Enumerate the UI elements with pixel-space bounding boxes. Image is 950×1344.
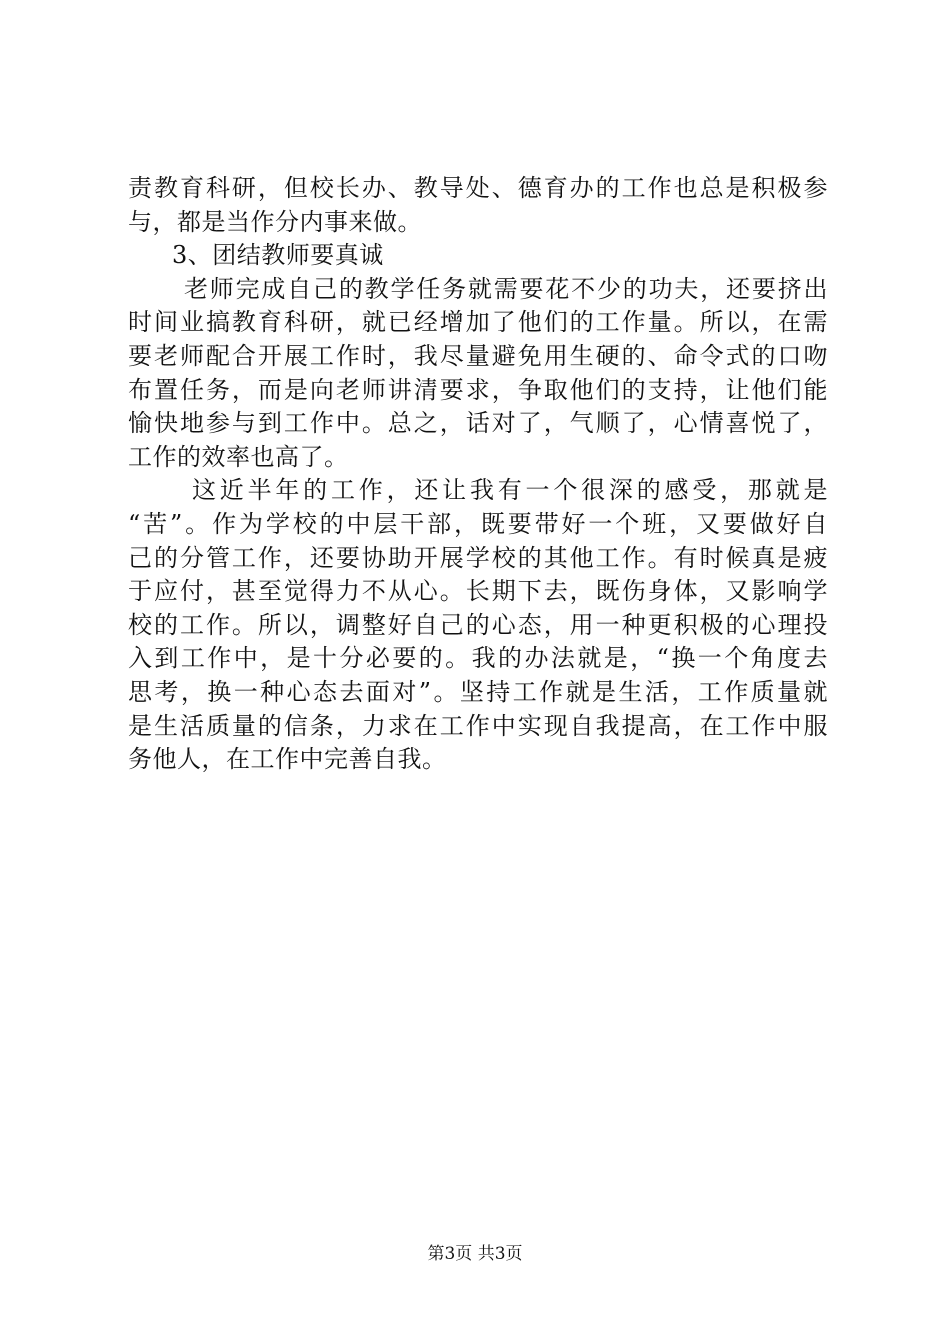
- text-line: 入到工作中，是十分必要的。我的办法就是，“换一个角度去: [128, 644, 828, 673]
- text-line: 这近半年的工作，还让我有一个很深的感受，那就是: [192, 476, 828, 505]
- text-line: 思考，换一种心态去面对”。坚持工作就是生活，工作质量就: [128, 677, 828, 706]
- text-line: 于应付，甚至觉得力不从心。长期下去，既伤身体，又影响学: [128, 577, 828, 606]
- text-line: 与，都是当作分内事来做。: [128, 207, 422, 236]
- text-line: “苦”。作为学校的中层干部，既要带好一个班，又要做好自: [128, 509, 828, 538]
- text-line: 己的分管工作，还要协助开展学校的其他工作。有时候真是疲: [128, 543, 828, 572]
- text-line: 工作的效率也高了。: [128, 442, 349, 471]
- text-line: 愉快地参与到工作中。总之，话对了，气顺了，心情喜悦了，: [128, 409, 828, 438]
- text-line: 布置任务，而是向老师讲清要求，争取他们的支持，让他们能: [128, 375, 828, 404]
- text-line: 责教育科研，但校长办、教导处、德育办的工作也总是积极参: [128, 174, 828, 202]
- body-text: [128, 172, 828, 777]
- text-line: 老师完成自己的教学任务就需要花不少的功夫，还要挤出: [184, 274, 828, 303]
- text-line: 是生活质量的信条，力求在工作中实现自我提高，在工作中服: [128, 711, 828, 740]
- page-footer: 第3页 共3页: [427, 1244, 523, 1264]
- text-line: 务他人，在工作中完善自我。: [128, 745, 447, 774]
- text-line: 要老师配合开展工作时，我尽量避免用生硬的、命令式的口吻: [128, 341, 828, 370]
- text-line: 时间业搞教育科研，就已经增加了他们的工作量。所以，在需: [128, 308, 828, 337]
- text-line: 3、团结教师要真诚: [172, 241, 384, 270]
- text-line: 校的工作。所以，调整好自己的心态，用一种更积极的心理投: [128, 610, 828, 639]
